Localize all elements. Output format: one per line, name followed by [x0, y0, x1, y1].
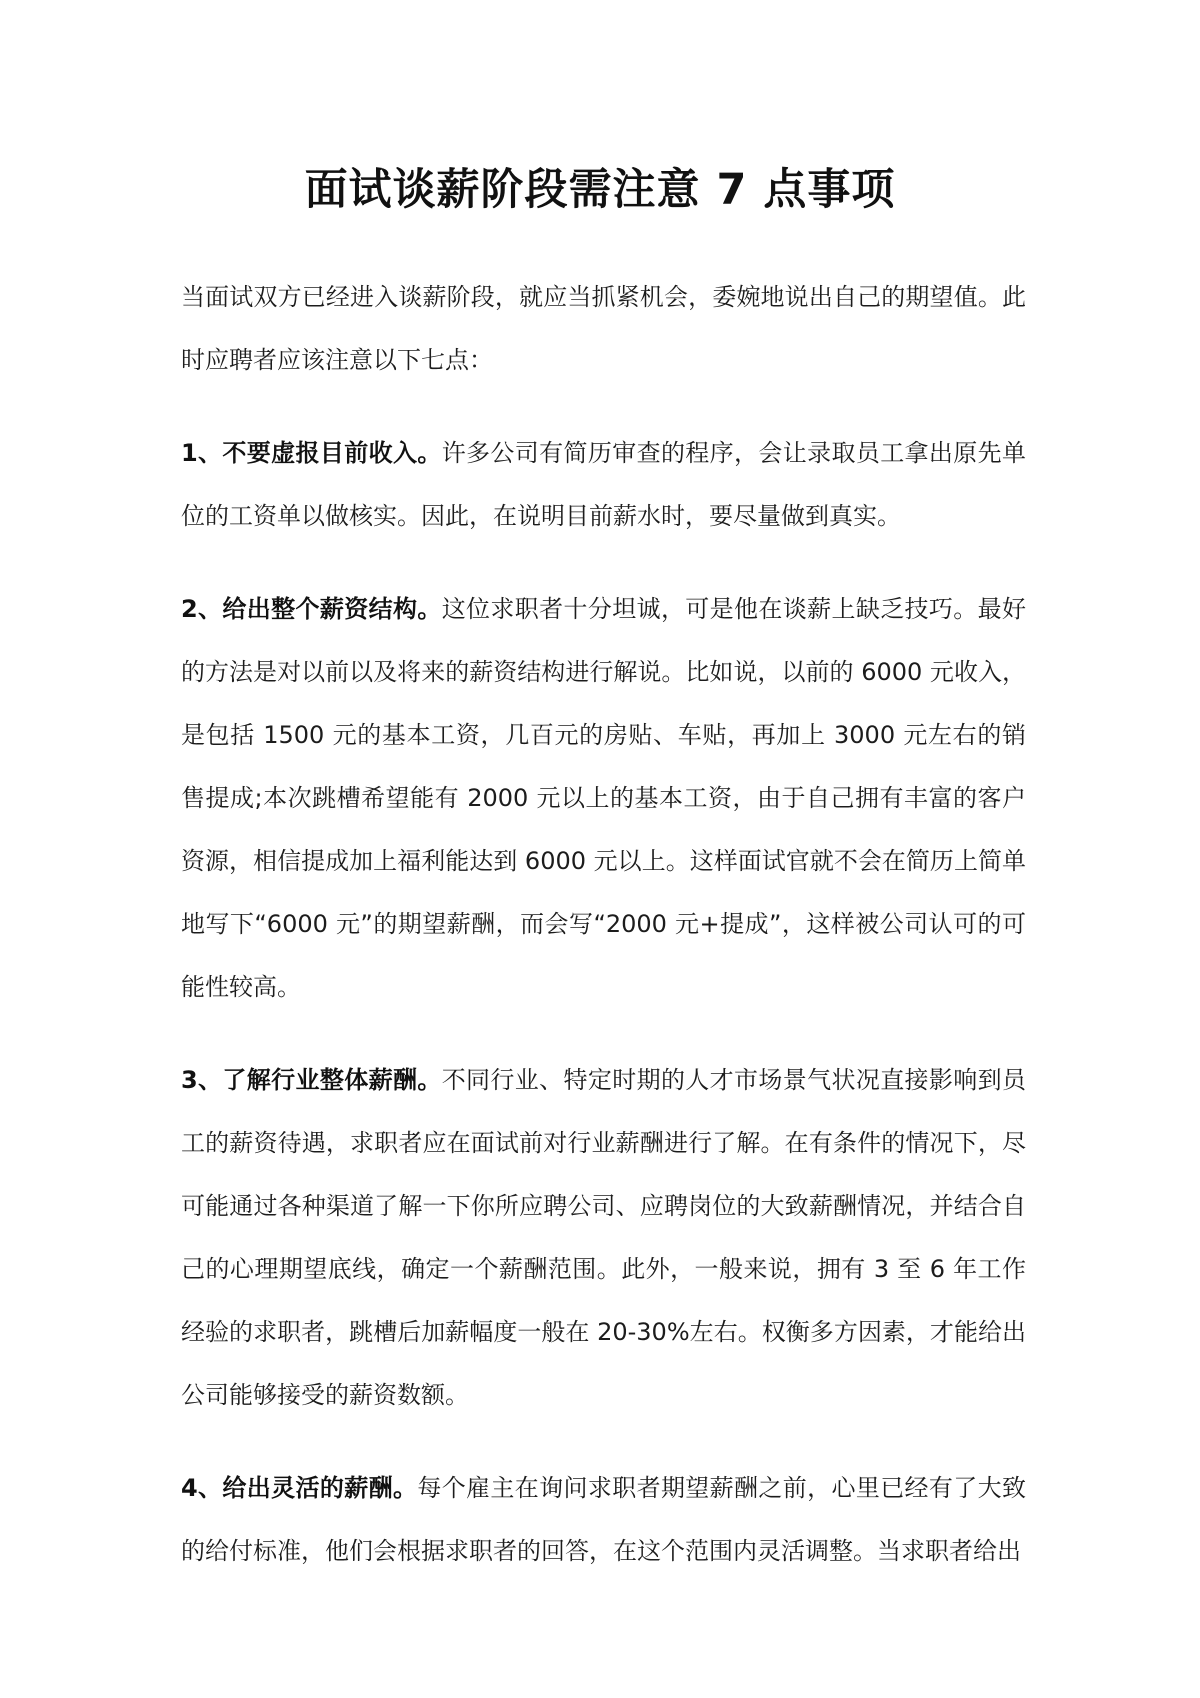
- paragraph-text: 这位求职者十分坦诚，可是他在谈薪上缺乏技巧。最好的方法是对以前以及将来的薪资结构进行解说。比如说，以前的 6000 元收入，是包括 1500 元的基本工资，几百元的房贴、车贴，再加上 3000 元左右的销售提成;本次跳槽希望能有 2000 元以上的基本工资，由于自己拥有丰富的客户资源，相信提成加上福利能达到 6000 元以上。这样面试官就不会在简历上简单地写下“6000 元”的期望薪酬，而会写“2000 元+提成”，这样被公司认可的可能性较高。: [181, 595, 1027, 1001]
- document-title: 面试谈薪阶段需注意 7 点事项: [304, 165, 896, 215]
- paragraph-text: 每个雇主在询问求职者期望薪酬之前，心里已经有了大致的给付标准，他们会根据求职者的回答，在这个范围内灵活调整。当求职者给出: [181, 1474, 1027, 1565]
- paragraph-point-1: [181, 422, 1026, 548]
- paragraph-intro: [181, 266, 1026, 392]
- paragraph-lead: 3、了解行业整体薪酬。: [181, 1066, 442, 1094]
- paragraph-lead: 1、不要虚报目前收入。: [181, 439, 442, 467]
- paragraph-text: 不同行业、特定时期的人才市场景气状况直接影响到员工的薪资待遇，求职者应在面试前对行业薪酬进行了解。在有条件的情况下，尽可能通过各种渠道了解一下你所应聘公司、应聘岗位的大致薪酬情况，并结合自己的心理期望底线，确定一个薪酬范围。此外，一般来说，拥有 3 至 6 年工作经验的求职者，跳槽后加薪幅度一般在 20-30%左右。权衡多方因素，才能给出公司能够接受的薪资数额。: [181, 1066, 1027, 1409]
- paragraph-point-3: [181, 1049, 1026, 1427]
- paragraph-lead: 4、给出灵活的薪酬。: [181, 1474, 418, 1502]
- document-body: [181, 266, 1026, 1613]
- paragraph-text: 当面试双方已经进入谈薪阶段，就应当抓紧机会，委婉地说出自己的期望值。此时应聘者应该注意以下七点：: [181, 283, 1026, 374]
- paragraph-lead: 2、给出整个薪资结构。: [181, 595, 442, 623]
- paragraph-point-4: [181, 1457, 1026, 1583]
- paragraph-point-2: [181, 578, 1026, 1019]
- paragraph-text: 许多公司有简历审查的程序，会让录取员工拿出原先单位的工资单以做核实。因此，在说明目前薪水时，要尽量做到真实。: [181, 439, 1027, 530]
